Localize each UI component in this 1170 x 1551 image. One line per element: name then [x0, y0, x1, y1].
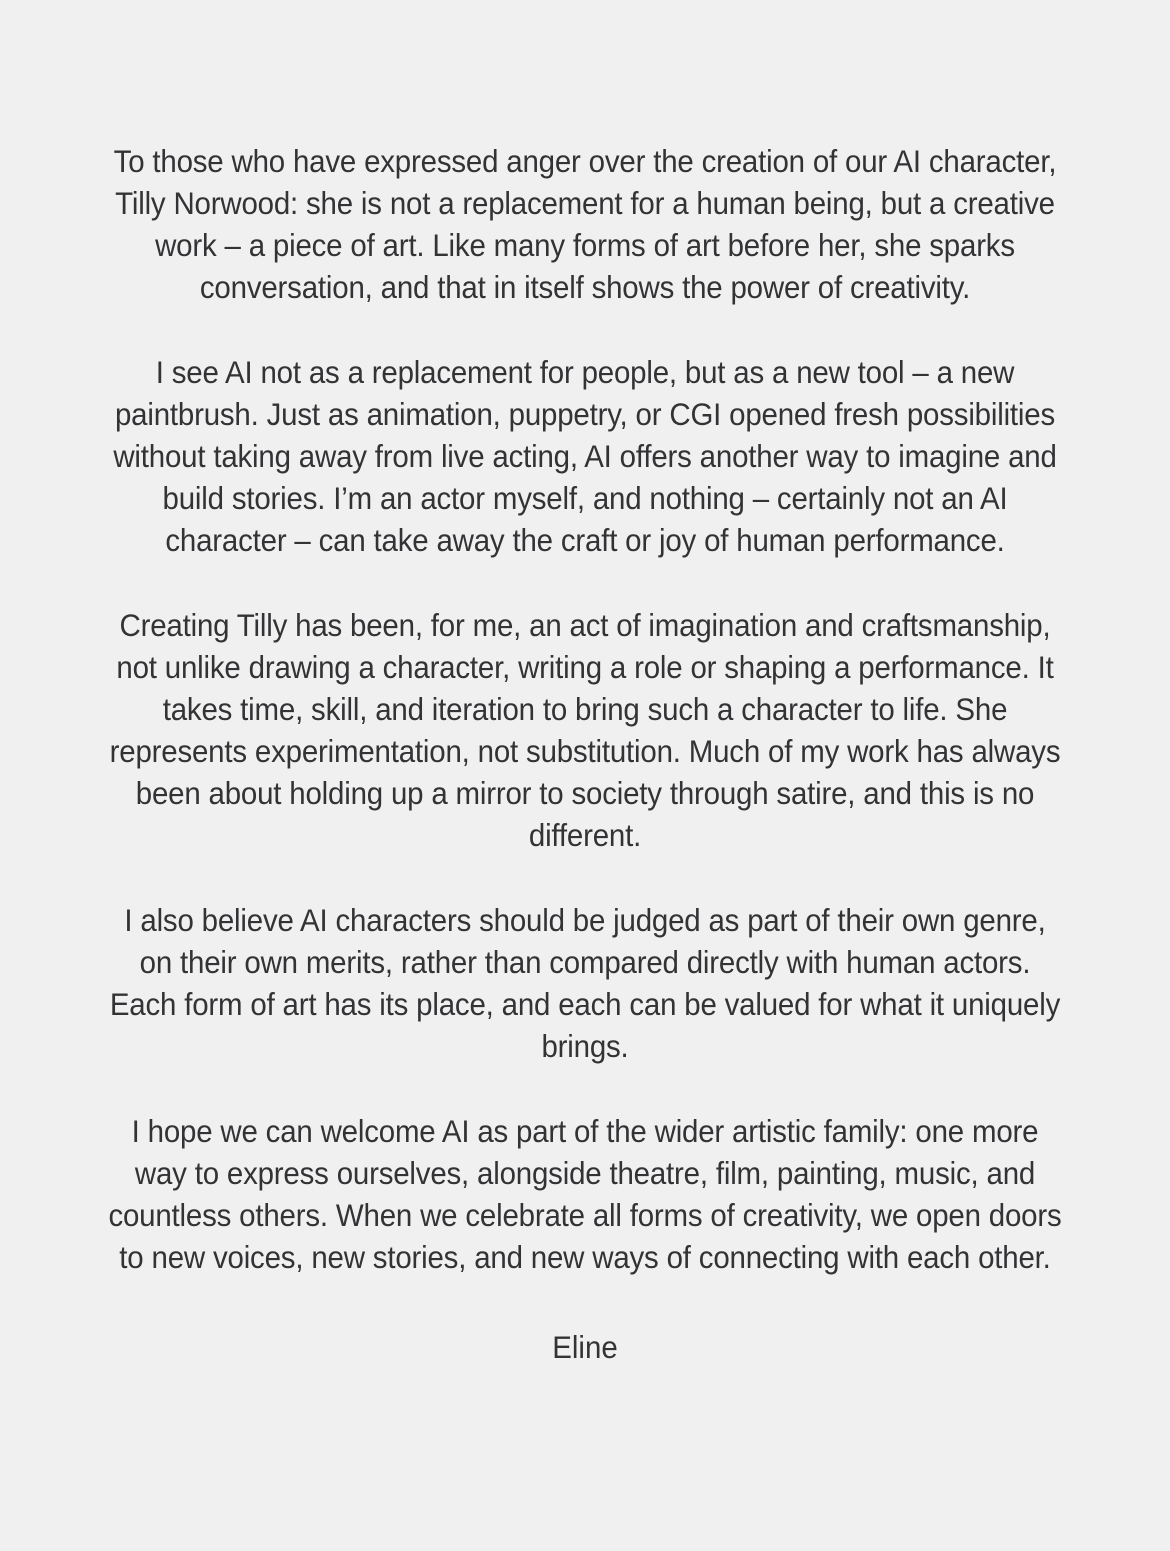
statement-paragraph: To those who have expressed anger over the creation of our AI character, Tilly Norwood: she is not a replacement for a human being, but a creative work – a piece of art. Like many forms of art before her, she sparks conversation, and that in itself shows the power of creativity.: [113, 143, 1064, 305]
statement-paragraph: I hope we can welcome AI as part of the wider artistic family: one more way to express ourselves, alongside theatre, film, painting, music, and countless others. When we celebrate all forms of creativity, we open doors to new voices, new stories, and new ways of connecting with each other.: [108, 1113, 1070, 1275]
statement-paragraph: Creating Tilly has been, for me, an act of imagination and craftsmanship, not unlike drawing a character, writing a role or shaping a performance. It takes time, skill, and iteration to bring such a character to life. She represents experimentation, not substitution. Much of my work has always been about holding up a mirror to society through satire, and this is no different.: [109, 607, 1069, 853]
signature: Eline: [552, 1329, 618, 1365]
statement-paragraph: I see AI not as a replacement for people, but as a new tool – a new paintbrush. Just as animation, puppetry, or CGI opened fresh possibilities without taking away from live acting, AI offers another way to imagine and build stories. I’m an actor myself, and nothing – certainly not an AI character – can take away the craft or joy of human performance.: [113, 354, 1065, 558]
statement-paragraph: I also believe AI characters should be judged as part of their own genre, on their own merits, rather than compared directly with human actors. Each form of art has its place, and each can be valued for what it uniquely brings.: [109, 902, 1069, 1064]
